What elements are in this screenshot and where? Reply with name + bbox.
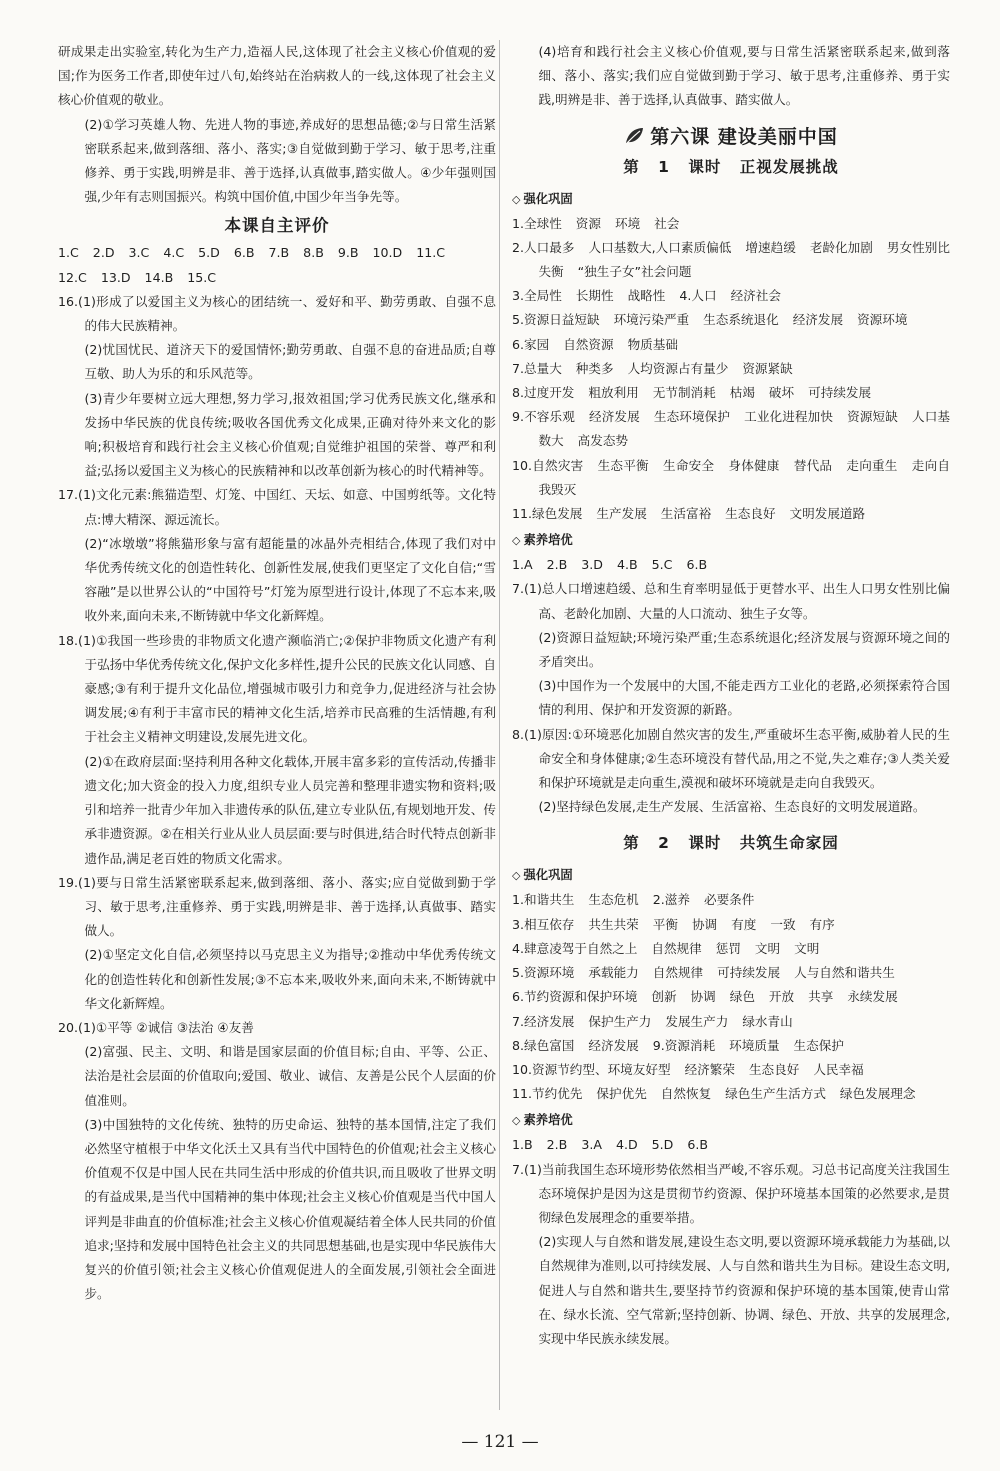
left-answers (58, 290, 496, 1307)
answer-paragraph: (2)实现人与自然和谐发展,建设生态文明,要以资源环境承载能力为基础,以自然规律为准则,以可持续发展、人与自然和谐共生为目标。建设生态文明,促进人与自然和谐共生,要坚持节约资源和保护环境的基本国策,使青山常在、绿水长流、空气常新;坚持创新、协调、绿色、开放、共享的发展理念,实现中华民族永续发展。 (538, 1234, 950, 1346)
column-divider (499, 40, 500, 1410)
outline-diamond-icon: ◇ (512, 192, 521, 206)
mc-answers (58, 241, 496, 289)
subheading-text: 素养培优 (523, 1113, 573, 1128)
period-1-title: 第 1 课时 正视发展挑战 (623, 157, 839, 176)
answer-paragraph: (3)中国独特的文化传统、独特的历史命运、独特的基本国情,注定了我们必然坚守植根于中华文化沃土又具有当代中国特色的价值观;社会主义核心价值观不仅是中国人民在共同生活中形成的价值共识,而且吸收了世界文明的有益成果,是当代中国精神的集中体现;社会主义核心价值观是当代中国人评判是非曲直的价值标准;社会主义核心价值观凝结着全体人民共同的价值追求;坚持和发展中国特色社会主义的共同思想基础,也是实现中华民族伟大复兴的价值引领;社会主义核心价值观促进人的全面发展,引领社会全面进步。 (84, 1116, 496, 1302)
answer-item: 4.肆意凌驾于自然之上 自然规律 惩罚 文明 文明 (512, 940, 820, 956)
lesson-title (512, 123, 950, 153)
answer-item: 3.相互依存 共生共荣 平衡 协调 有度 一致 有序 (512, 916, 835, 932)
answer-item: 20.(1)①平等 ②诚信 ③法治 ④友善 (58, 1019, 254, 1035)
leaf-icon (624, 125, 644, 153)
section-title: 本课自主评价 (224, 216, 330, 236)
right-intro: (4)培育和践行社会主义核心价值观,要与日常生活紧密联系起来,做到落细、落小、落实;我们应自觉做到勤于学习、敏于思考,注重修养、勇于实践,明辨是非、善于选择,认真做事、踏实做人。 (538, 44, 950, 108)
answer-item: 3.全局性 长期性 战略性 4.人口 经济社会 (512, 288, 781, 304)
right-column (512, 40, 950, 1351)
period-1-strengthen-list (512, 212, 950, 527)
answer-paragraph: (3)青少年要树立远大理想,努力学习,报效祖国;学习优秀民族文化,继承和发扬中华民族的优良传统;吸收各国优秀文化成果,正确对待外来文化的影响;积极培育和践行社会主义核心价值观;自觉维护祖国的荣誉、尊严和利益;弘扬以爱国主义为核心的民族精神和以改革创新为核心的时代精神等。 (84, 390, 496, 479)
subheading-literacy (512, 528, 950, 553)
answer-paragraph: 研成果走出实验室,转化为生产力,造福人民,这体现了社会主义核心价值观的爱国;作为医务工作者,即使年过八旬,始终站在治病救人的一线,这体现了社会主义核心价值观的敬业。 (58, 44, 496, 108)
left-intro (58, 40, 496, 209)
answer-item: 6.家园 自然资源 物质基础 (512, 336, 678, 352)
subheading-text: 强化巩固 (523, 868, 573, 883)
lesson-title-text: 第六课 建设美丽中国 (650, 125, 838, 148)
answer-item: 7.(1)当前我国生态环境形势依然相当严峻,不容乐观。习总书记高度关注我国生态环境保护是因为这是贯彻节约资源、保护环境基本国策的必然要求,是贯彻绿色发展理念的重要举措。 (512, 1161, 950, 1225)
answer-item: 6.节约资源和保护环境 创新 协调 绿色 开放 共享 永续发展 (512, 989, 898, 1005)
answer-item: 18.(1)①我国一些珍贵的非物质文化遗产濒临消亡;②保护非物质文化遗产有利于弘扬中华优秀传统文化,保护文化多样性,提升公民的民族文化认同感、自豪感;③有利于提升文化品位,增强城市吸引力和竞争力,促进经济与社会协调发展;④有利于丰富市民的精神文化生活,培养市民高雅的生活情趣,有利于社会主义精神文明建设,发展先进文化。 (58, 632, 496, 745)
answer-paragraph: (2)忧国忧民、道济天下的爱国情怀;勤劳勇敢、自强不息的奋进品质;自尊互敬、助人为乐的和乐风范等。 (84, 342, 496, 382)
subheading-strengthen (512, 863, 950, 888)
answer-paragraph: (2)①学习英雄人物、先进人物的事迹,养成好的思想品德;②与日常生活紧密联系起来,做到落细、落小、落实;③自觉做到勤于学习、敏于思考,注重修养、勇于实践,明辨是非、善于选择,认真做事,踏实做人。④少年强则国强,少年有志则国振兴。构筑中国价值,中国少年当争先等。 (84, 116, 496, 205)
outline-diamond-icon: ◇ (512, 869, 521, 883)
mc-answer-row: 1.C 2.D 3.C 4.C 5.D 6.B 7.B 8.B 9.B 10.D 11.C (58, 245, 446, 261)
mc-answer-row: 12.C 13.D 14.B 15.C (58, 269, 217, 285)
answer-paragraph: (2)①坚定文化自信,必须坚持以马克思主义为指导;②推动中华优秀传统文化的创造性转化和创新性发展;③不忘本来,吸收外来,面向未来,不断铸就中华文化新辉煌。 (84, 947, 496, 1011)
subheading-text: 强化巩固 (523, 191, 573, 206)
answer-item: 19.(1)要与日常生活紧密联系起来,做到落细、落小、落实;应自觉做到勤于学习、敏于思考,注重修养、勇于实践,明辨是非、善于选择,认真做事、踏实做人。 (58, 874, 496, 939)
answer-paragraph: (3)中国作为一个发展中的大国,不能走西方工业化的老路,必须探索符合国情的利用、保护和开发资源的新路。 (538, 678, 950, 718)
page-number: — 121 — (461, 1432, 539, 1452)
outline-diamond-icon: ◇ (512, 1114, 521, 1128)
answer-item: 5.资源日益短缺 环境污染严重 生态系统退化 经济发展 资源环境 (512, 312, 908, 328)
period-2-title: 第 2 课时 共筑生命家园 (623, 834, 839, 853)
period-2-mc-answers: 1.B 2.B 3.A 4.D 5.D 6.B (512, 1137, 709, 1153)
answer-paragraph: (2)资源日益短缺;环境污染严重;生态系统退化;经济发展与资源环境之间的矛盾突出。 (538, 629, 950, 670)
answer-item: 17.(1)文化元素:熊猫造型、灯笼、中国红、天坛、如意、中国剪纸等。文化特点:博大精深、源远流长。 (58, 487, 496, 527)
answer-item: 5.资源环境 承载能力 自然规律 可持续发展 人与自然和谐共生 (512, 965, 895, 981)
outline-diamond-icon: ◇ (512, 534, 521, 548)
subheading-literacy (512, 1108, 950, 1133)
answer-item: 9.不容乐观 经济发展 生态环境保护 工业化进程加快 资源短缺 人口基数大 高发态势 (512, 409, 950, 449)
answer-item: 16.(1)形成了以爱国主义为核心的团结统一、爱好和平、勤劳勇敢、自强不息的伟大民族精神。 (58, 293, 496, 334)
period-2-literacy-list (512, 1158, 950, 1352)
answer-item: 10.自然灾害 生态平衡 生命安全 身体健康 替代品 走向重生 走向自我毁灭 (512, 457, 950, 497)
answer-item: 2.人口最多 人口基数大,人口素质偏低 增速趋缓 老龄化加剧 男女性别比失衡 “独生子女”社会问题 (512, 239, 950, 280)
answer-item: 1.和谐共生 生态危机 2.滋养 必要条件 (512, 892, 755, 908)
answer-item: 8.过度开发 粗放利用 无节制消耗 枯竭 破坏 可持续发展 (512, 385, 872, 401)
answer-item: 7.总量大 种类多 人均资源占有量少 资源紧缺 (512, 360, 793, 376)
answer-paragraph: (2)坚持绿色发展,走生产发展、生活富裕、生态良好的文明发展道路。 (538, 799, 926, 815)
period-1-literacy-list (512, 577, 950, 819)
answer-item: 8.绿色富国 经济发展 9.资源消耗 环境质量 生态保护 (512, 1037, 844, 1053)
subheading-strengthen (512, 187, 950, 212)
answer-item: 1.全球性 资源 环境 社会 (512, 215, 680, 231)
left-column (58, 40, 496, 1306)
period-1-mc-answers: 1.A 2.B 3.D 4.B 5.C 6.B (512, 557, 708, 573)
period-2-strengthen-list (512, 888, 950, 1106)
answer-item: 7.经济发展 保护生产力 发展生产力 绿水青山 (512, 1013, 793, 1029)
answer-item: 11.绿色发展 生产发展 生活富裕 生态良好 文明发展道路 (512, 506, 866, 522)
answer-item: 7.(1)总人口增速趋缓、总和生育率明显低于更替水平、出生人口男女性别比偏高、老龄化加剧、大量的人口流动、独生子女等。 (512, 581, 950, 621)
answer-paragraph: (2)①在政府层面:坚持利用各种文化载体,开展丰富多彩的宣传活动,传播非遗文化;加大资金的投入力度,组织专业人员完善和整理非遗实物和资料;吸引和培养一批青少年加入非遗传承的队伍,建立专业队伍,有规划地开发、传承非遗资源。②在相关行业从业人员层面:要与时俱进,结合时代特点创新非遗作品,满足老百姓的物质文化需求。 (84, 753, 496, 866)
answer-item: 10.资源节约型、环境友好型 经济繁荣 生态良好 人民幸福 (512, 1061, 864, 1077)
answer-paragraph: (2)富强、民主、文明、和谐是国家层面的价值目标;自由、平等、公正、法治是社会层面的价值取向;爱国、敬业、诚信、友善是公民个人层面的价值准则。 (84, 1044, 496, 1108)
answer-item: 8.(1)原因:①环境恶化加剧自然灾害的发生,严重破坏生态平衡,威胁着人民的生命安全和身体健康;②生态环境没有替代品,用之不觉,失之难存;③人类关爱和保护环境就是走向重生,漠视和破坏环境就是走向自我毁灭。 (512, 726, 950, 791)
answer-paragraph: (2)“冰墩墩”将熊猫形象与富有超能量的冰晶外壳相结合,体现了我们对中华优秀传统文化的创造性转化、创新性发展,使我们更坚定了文化自信;“雪容融”是以世界公认的“中国符号”灯笼为原型进行设计,体现了不忘本来,吸收外来,面向未来,不断铸就中华文化新辉煌。 (84, 535, 496, 624)
answer-item: 11.节约优先 保护优先 自然恢复 绿色生产生活方式 绿色发展理念 (512, 1086, 916, 1102)
subheading-text: 素养培优 (523, 533, 573, 548)
